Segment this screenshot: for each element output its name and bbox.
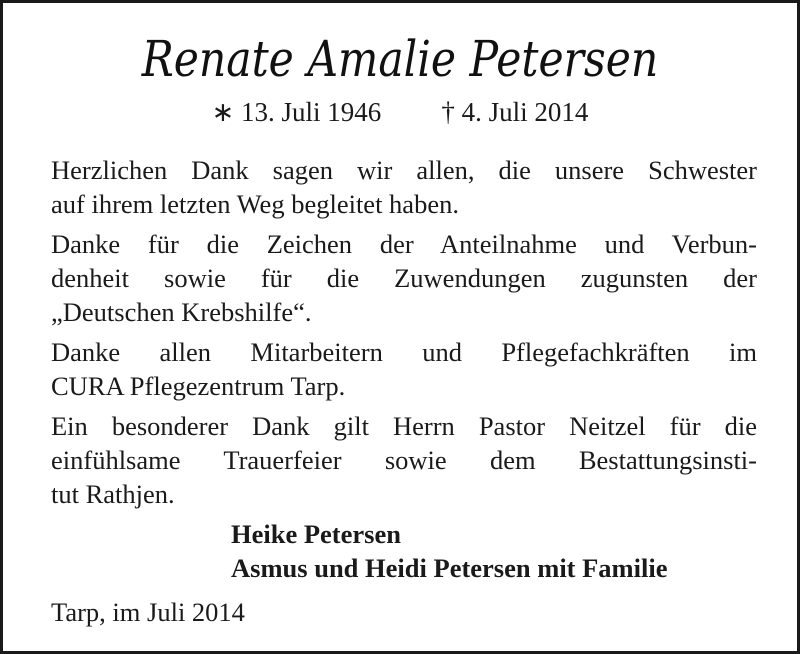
signer-name: Heike Petersen <box>231 519 401 549</box>
deceased-name: Renate Amalie Petersen <box>141 30 659 88</box>
text-line: CURA Pflegezentrum Tarp. <box>51 371 346 401</box>
signers <box>231 517 668 585</box>
death-date: † 4. Juli 2014 <box>441 97 589 127</box>
signer-name: Asmus und Heidi Petersen mit Familie <box>231 553 668 583</box>
text-line: einfühlsame Trauerfeier sowie dem Bestattungsinsti- <box>51 445 757 475</box>
paragraph-staff <box>51 335 757 403</box>
place-date: Tarp, im Juli 2014 <box>51 597 245 627</box>
paragraph-pastor <box>51 409 757 511</box>
paragraph-thanks <box>51 153 757 221</box>
paragraph-condolences <box>51 227 757 329</box>
text-line: „Deutschen Krebshilfe“. <box>51 297 312 327</box>
text-line: Herzlichen Dank sagen wir allen, die unsere Schwester <box>51 155 757 185</box>
birth-date: ∗ 13. Juli 1946 <box>211 97 382 127</box>
text-line: Danke allen Mitarbeitern und Pflegefachkräften im <box>51 337 757 367</box>
life-dates <box>3 95 797 129</box>
text-line: tut Rathjen. <box>51 479 175 509</box>
text-line: Danke für die Zeichen der Anteilnahme und Verbun- <box>51 229 757 259</box>
message-body <box>51 153 757 517</box>
text-line: denheit sowie für die Zuwendungen zugunsten der <box>51 263 757 293</box>
text-line: auf ihrem letzten Weg begleitet haben. <box>51 189 459 219</box>
text-line: Ein besonderer Dank gilt Herrn Pastor Neitzel für die <box>51 411 757 441</box>
